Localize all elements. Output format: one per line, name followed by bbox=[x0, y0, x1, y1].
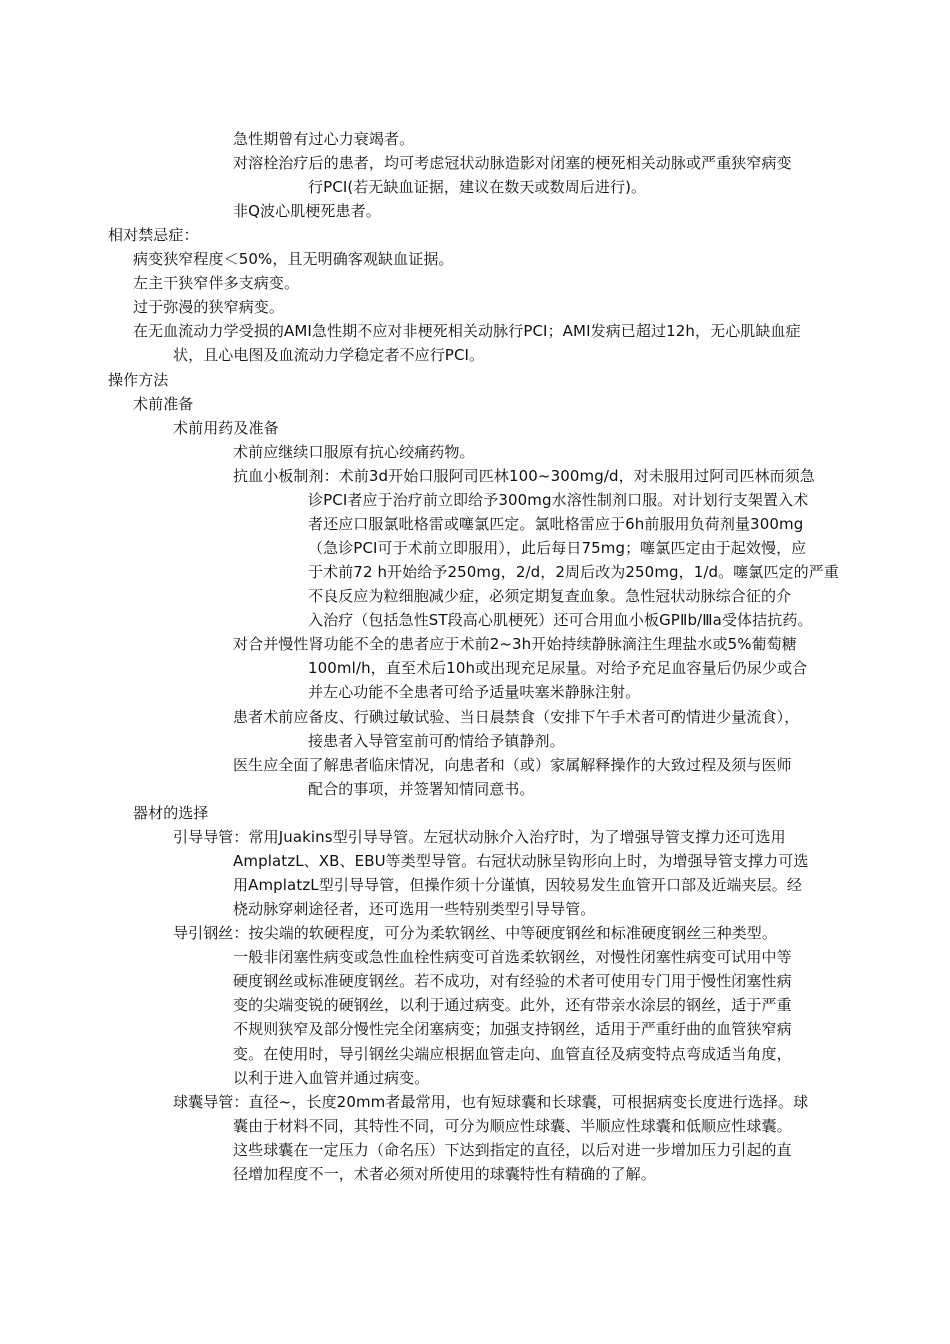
text-line: 对合并慢性肾功能不全的患者应于术前2~3h开始持续静脉滴注生理盐水或5%葡萄糖 bbox=[233, 635, 797, 653]
text-line: 于术前72 h开始给予250mg，2/d，2周后改为250mg，1/d。噻氯匹定的严重 bbox=[308, 563, 839, 581]
section-heading: 操作方法 bbox=[108, 371, 169, 389]
subsection-heading: 器材的选择 bbox=[133, 804, 209, 822]
section-heading: 相对禁忌症： bbox=[108, 226, 199, 244]
text-line: 诊PCI者应于治疗前立即给予300mg水溶性制剂口服。对计划行支架置入术 bbox=[308, 491, 809, 509]
text-line: 不良反应为粒细胞减少症，必须定期复查血象。急性冠状动脉综合征的介 bbox=[308, 587, 792, 605]
text-line: 过于弥漫的狭窄病变。 bbox=[133, 298, 285, 316]
text-line: 不规则狭窄及部分慢性完全闭塞病变；加强支持钢丝，适用于严重纡曲的血管狭窄病 bbox=[233, 1020, 792, 1038]
text-line: 并左心功能不全患者可给予适量呋塞米静脉注射。 bbox=[308, 683, 641, 701]
text-line: 入治疗（包括急性ST段高心肌梗死）还可合用血小板GPⅡb/Ⅲa受体拮抗药。 bbox=[308, 611, 813, 629]
text-line: 接患者入导管室前可酌情给予镇静剂。 bbox=[308, 732, 565, 750]
text-line: 配合的事项，并签署知情同意书。 bbox=[308, 780, 535, 798]
text-line: 变的尖端变锐的硬钢丝，以利于通过病变。此外，还有带亲水涂层的钢丝，适于严重 bbox=[233, 996, 792, 1014]
text-line: （急诊PCI可于术前立即服用），此后每日75mg；噻氯匹定由于起效慢，应 bbox=[308, 539, 807, 557]
text-line: 行PCI(若无缺血证据，建议在数天或数周后进行)。 bbox=[308, 178, 647, 196]
text-line: 100ml/h，直至术后10h或出现充足尿量。对给予充足血容量后仍尿少或合 bbox=[308, 659, 808, 677]
text-line: 非Q波心肌梗死患者。 bbox=[233, 202, 381, 220]
text-line: 球囊导管：直径~，长度20mm者最常用，也有短球囊和长球囊，可根据病变长度进行选择。球 bbox=[173, 1093, 809, 1111]
text-line: 左主干狭窄伴多支病变。 bbox=[133, 274, 300, 292]
text-line: 桡动脉穿刺途径者，还可选用一些特别类型引导导管。 bbox=[233, 900, 596, 918]
text-line: 状，且心电图及血流动力学稳定者不应行PCI。 bbox=[173, 346, 485, 364]
text-line: 术前应继续口服原有抗心绞痛药物。 bbox=[233, 443, 475, 461]
text-line: 患者术前应备皮、行碘过敏试验、当日晨禁食（安排下午手术者可酌情进少量流食）， bbox=[233, 708, 800, 726]
text-line: 病变狭窄程度＜50%，且无明确客观缺血证据。 bbox=[133, 250, 454, 268]
text-line: 一般非闭塞性病变或急性血栓性病变可首选柔软钢丝，对慢性闭塞性病变可试用中等 bbox=[233, 948, 792, 966]
text-line: 导引钢丝：按尖端的软硬程度，可分为柔软钢丝、中等硬度钢丝和标准硬度钢丝三种类型。 bbox=[173, 924, 778, 942]
text-line: 在无血流动力学受损的AMI急性期不应对非梗死相关动脉行PCI；AMI发病已超过12h，无心肌缺血症 bbox=[133, 322, 801, 340]
text-line: 医生应全面了解患者临床情况，向患者和（或）家属解释操作的大致过程及须与医师 bbox=[233, 756, 792, 774]
text-line: 对溶栓治疗后的患者，均可考虑冠状动脉造影对闭塞的梗死相关动脉或严重狭窄病变 bbox=[233, 154, 792, 172]
text-line: 急性期曾有过心力衰竭者。 bbox=[233, 130, 415, 148]
text-line: 径增加程度不一，术者必须对所使用的球囊特性有精确的了解。 bbox=[233, 1165, 656, 1183]
text-line: 用AmplatzL型引导导管，但操作须十分谨慎，因较易发生血管开口部及近端夹层。经 bbox=[233, 876, 802, 894]
text-line: 引导导管：常用Juakins型引导导管。左冠状动脉介入治疗时，为了增强导管支撑力还可选用 bbox=[173, 828, 786, 846]
text-line: 囊由于材料不同，其特性不同，可分为顺应性球囊、半顺应性球囊和低顺应性球囊。 bbox=[233, 1117, 792, 1135]
subsection-heading: 术前准备 bbox=[133, 395, 194, 413]
text-line: 变。在使用时，导引钢丝尖端应根据血管走向、血管直径及病变特点弯成适当角度， bbox=[233, 1045, 792, 1063]
text-line: 者还应口服氯吡格雷或噻氯匹定。氯吡格雷应于6h前服用负荷剂量300mg bbox=[308, 515, 804, 533]
subsection-heading: 术前用药及准备 bbox=[173, 419, 279, 437]
text-line: 这些球囊在一定压力（命名压）下达到指定的直径，以后对进一步增加压力引起的直 bbox=[233, 1141, 792, 1159]
text-line: 抗血小板制剂：术前3d开始口服阿司匹林100~300mg/d，对未服用过阿司匹林而须急 bbox=[233, 467, 815, 485]
text-line: 硬度钢丝或标准硬度钢丝。若不成功，对有经验的术者可使用专门用于慢性闭塞性病 bbox=[233, 972, 792, 990]
text-line: AmplatzL、XB、EBU等类型导管。右冠状动脉呈钩形向上时，为增强导管支撑力可选 bbox=[233, 852, 809, 870]
text-line: 以利于进入血管并通过病变。 bbox=[233, 1069, 430, 1087]
